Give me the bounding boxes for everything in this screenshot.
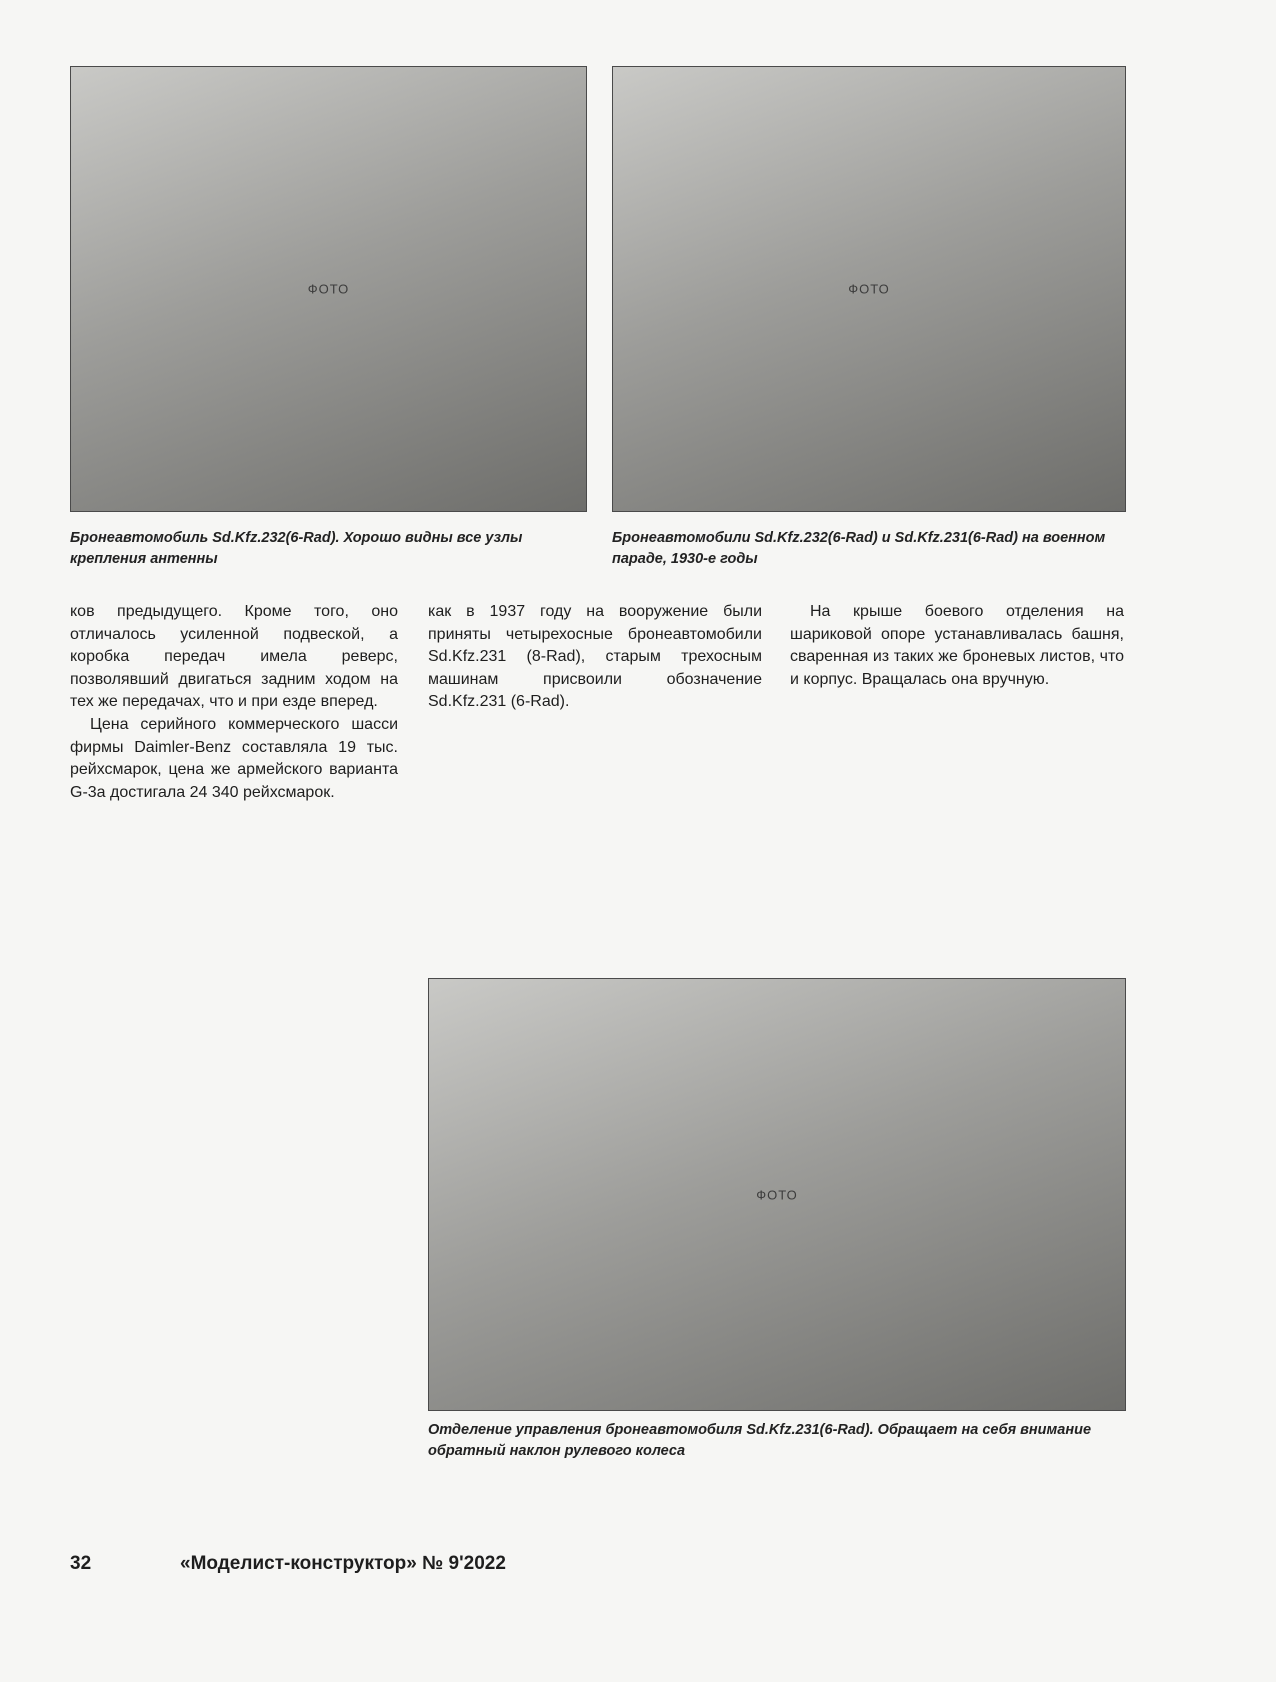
caption-photo-3: Отделение управления бронеавтомобиля Sd.Kfz.231(6-Rad). Обращает на себя внимание обратный наклон рулевого колеса xyxy=(428,1422,1092,1459)
photo-label: ФОТО xyxy=(307,281,350,297)
paragraph: Цена серийного коммерческого шасси фирмы Daimler-Benz составляла 19 тыс. рейхсмарок, цена же армейского варианта G-3a достигала 24 340 рейхсмарок. xyxy=(70,715,398,801)
paragraph: как в 1937 году на вооружение были приняты четырехосные бронеавтомобили Sd.Kfz.231 (8-Rad), старым трехосным машинам присвоили обозначение Sd.Kfz.231 (6-Rad). xyxy=(428,603,762,711)
photo-armored-car-232 xyxy=(70,66,587,512)
page-number: 32 xyxy=(70,1553,92,1574)
photo-label: ФОТО xyxy=(848,281,890,297)
text-column-2 xyxy=(428,601,762,714)
photo-driver-compartment xyxy=(428,978,1126,1411)
text-column-1 xyxy=(70,601,398,804)
paragraph: ков предыдущего. Кроме того, оно отличалось усиленной подвеской, а коробка передач имела реверс, позволявший двигаться задним ходом на тех же передачах, что и при езде вперед. xyxy=(70,603,398,711)
caption-photo-2: Бронеавтомобили Sd.Kfz.232(6-Rad) и Sd.Kfz.231(6-Rad) на военном параде, 1930-е годы xyxy=(612,530,1106,567)
magazine-title: «Моделист-конструктор» № 9'2022 xyxy=(180,1553,506,1574)
page-footer xyxy=(70,1553,506,1575)
text-column-3 xyxy=(790,601,1124,691)
caption-photo-1: Бронеавтомобиль Sd.Kfz.232(6-Rad). Хорошо видны все узлы крепления антенны xyxy=(70,530,523,567)
paragraph: На крыше боевого отделения на шариковой опоре устанавливалась башня, сваренная из таких же броневых листов, что и корпус. Вращалась она вручную. xyxy=(790,603,1124,688)
photo-parade xyxy=(612,66,1126,512)
photo-label: ФОТО xyxy=(756,1187,798,1202)
